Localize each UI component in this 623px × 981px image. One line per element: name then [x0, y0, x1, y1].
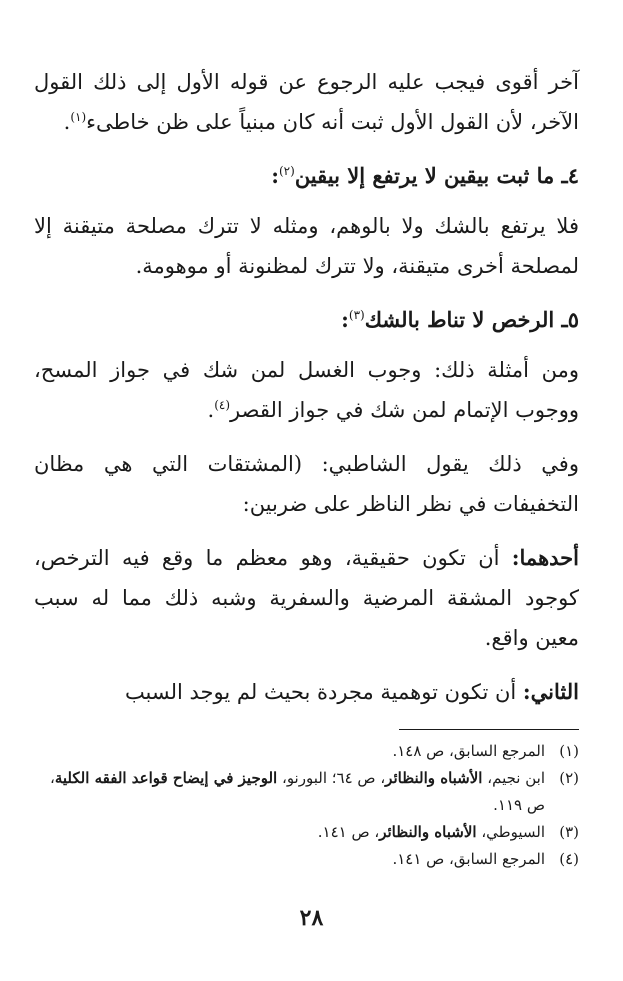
footnote-number: (٤)	[559, 850, 579, 868]
section-heading-4	[34, 156, 579, 196]
paragraph-3	[34, 350, 579, 430]
footnote-author: السيوطي،	[476, 823, 545, 841]
section-heading-5	[34, 300, 579, 340]
paragraph-5-text: أن تكون حقيقية، وهو معظم ما وقع فيه الترخص، كوجود المشقة المرضية والسفرية وشبه ذلك مما له سبب معين واقع.	[34, 546, 579, 650]
paragraph-5-lead: أحدهما:	[511, 545, 579, 570]
footnote-ref-3[interactable]: (٣)	[348, 308, 365, 322]
footnote-ref-2[interactable]: (٢)	[278, 164, 295, 178]
footnote-citation: ، ص ١٤١.	[317, 823, 380, 841]
page-body	[34, 62, 579, 712]
paragraph-1-text: آخر أقوى فيجب عليه الرجوع عن قوله الأول إلى ذلك القول الآخر، لأن القول الأول ثبت أنه كان مبنياً على ظن خاطىء	[34, 70, 579, 134]
paragraph-5	[34, 538, 579, 658]
paragraph-6-lead: الثاني:	[522, 679, 579, 704]
footnote-1	[34, 738, 579, 765]
footnote-number: (٣)	[559, 823, 579, 841]
footnote-text: المرجع السابق، ص ١٤٨.	[392, 742, 545, 760]
footnote-number: (٢)	[559, 769, 579, 787]
footnote-citation: ، ص ٦٤؛ البورنو،	[277, 769, 386, 787]
paragraph-3-text: ومن أمثلة ذلك: وجوب الغسل لمن شك في جواز المسح، ووجوب الإتمام لمن شك في جواز القصر	[34, 358, 579, 422]
footnote-citation: ، ص ١١٩.	[49, 769, 545, 814]
footnotes	[34, 738, 579, 873]
footnote-number: (١)	[559, 742, 579, 760]
footnote-book-title: الأشباه والنظائر	[385, 769, 483, 787]
paragraph-6	[34, 672, 579, 712]
footnote-text	[34, 819, 545, 846]
section-heading-5-end: :	[341, 307, 349, 332]
footnote-book-title: الوجيز في إيضاح قواعد الفقه الكلية	[54, 769, 278, 787]
footnote-divider	[399, 729, 579, 730]
footnote-ref-1[interactable]: (١)	[70, 110, 87, 124]
paragraph-6-text: أن تكون توهمية مجردة بحيث لم يوجد السبب	[124, 680, 523, 704]
paragraph-2: فلا يرتفع بالشك ولا بالوهم، ومثله لا تترك مصلحة متيقنة إلا لمصلحة أخرى متيقنة، ولا تترك لمظنونة أو موهومة.	[34, 214, 579, 278]
page-number: ٢٨	[299, 905, 324, 931]
footnote-text: المرجع السابق، ص ١٤١.	[392, 850, 545, 868]
footnote-ref-4[interactable]: (٤)	[214, 398, 231, 412]
footnote-3	[34, 819, 579, 846]
footnote-text	[34, 765, 545, 819]
footnote-4	[34, 846, 579, 873]
paragraph-1-end: .	[63, 110, 71, 134]
section-heading-4-text: ٤ـ ما ثبت بيقين لا يرتفع إلا بيقين	[294, 163, 579, 188]
footnote-book-title: الأشباه والنظائر	[379, 823, 477, 841]
section-heading-4-end: :	[271, 163, 279, 188]
paragraph-1	[34, 62, 579, 142]
paragraph-3-end: .	[207, 398, 215, 422]
section-heading-5-text: ٥ـ الرخص لا تناط بالشك	[364, 307, 579, 332]
footnote-author: ابن نجيم،	[482, 769, 545, 787]
footnote-2	[34, 765, 579, 819]
paragraph-4: وفي ذلك يقول الشاطبي: (المشتقات التي هي مظان التخفيفات في نظر الناظر على ضربين:	[34, 452, 579, 516]
